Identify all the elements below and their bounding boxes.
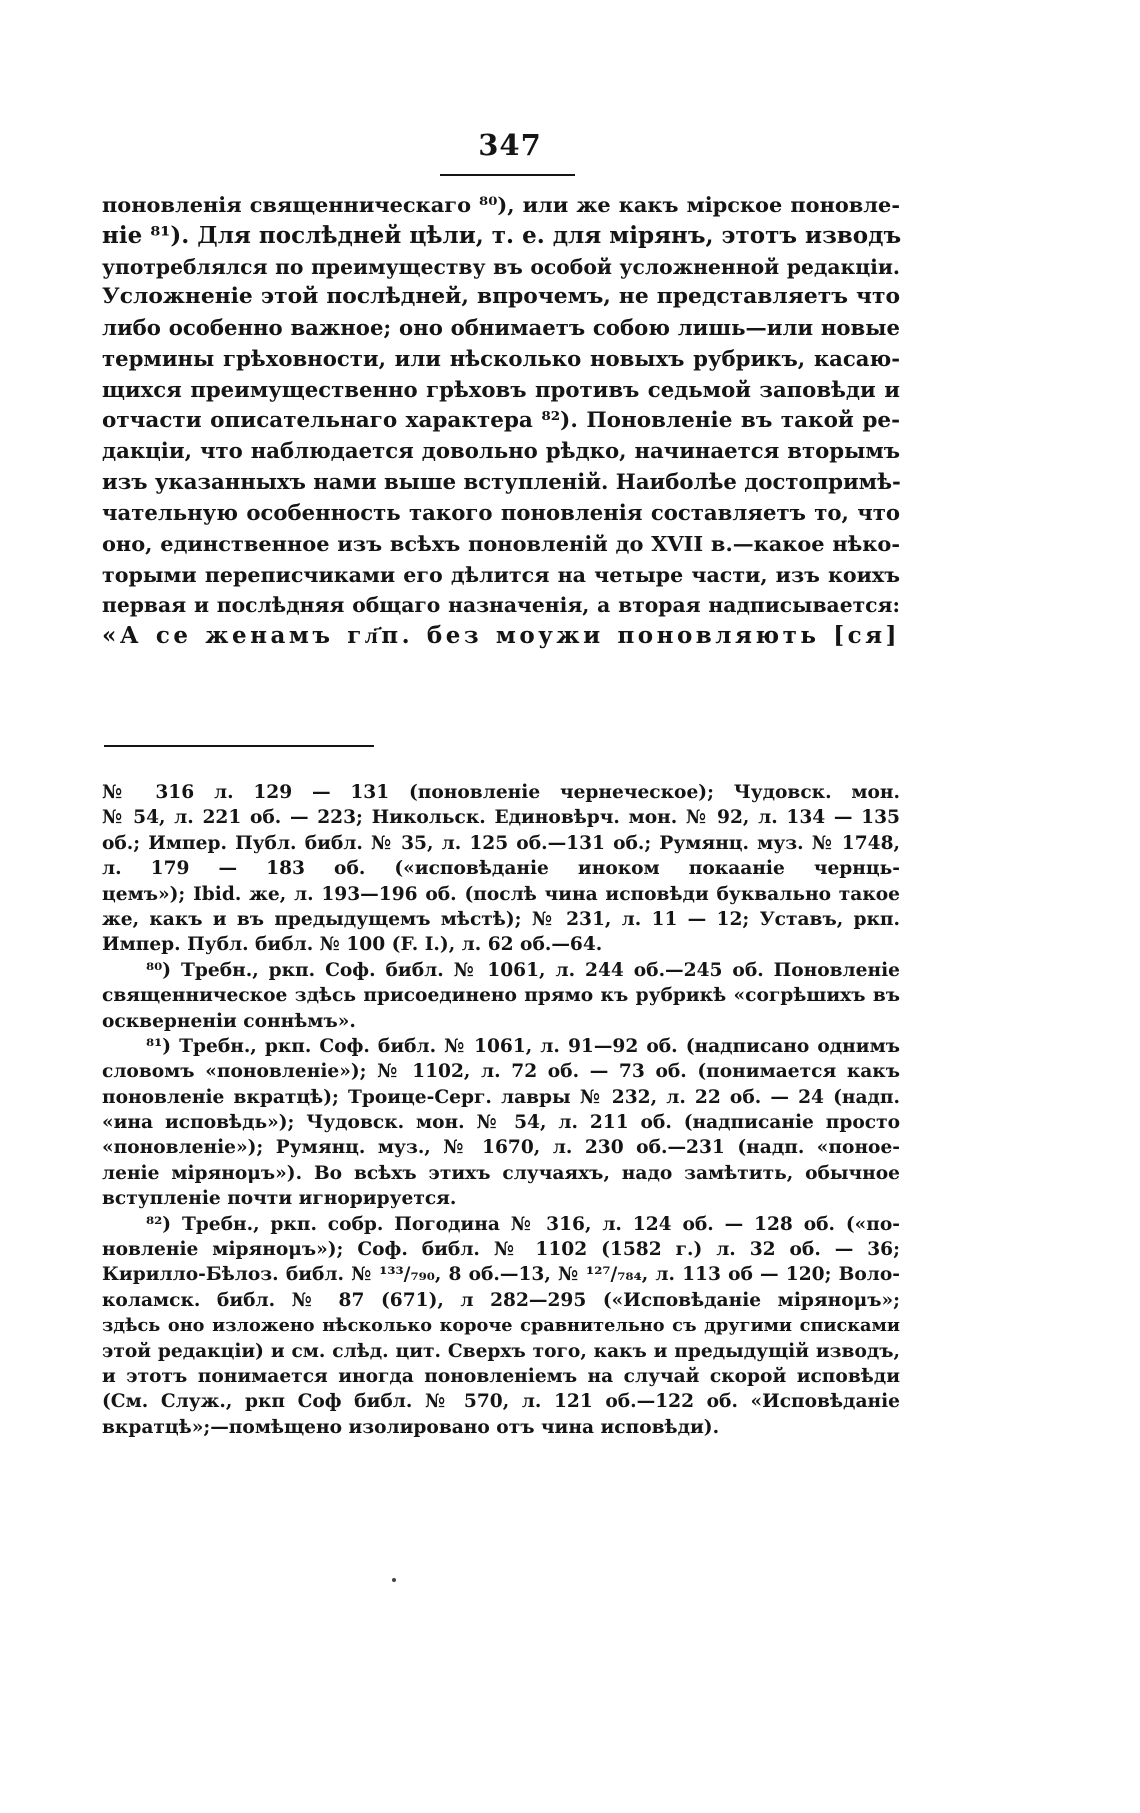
- main-text-line: торыми переписчиками его дѣлится на четыре части, изъ коихъ: [102, 562, 900, 587]
- footnote-82-line: ⁸²) Требн., ркп. собр. Погодина № 316, л. 124 об. — 128 об. («по-: [146, 1213, 900, 1235]
- main-text-line: чательную особенность такого поновленія составляетъ то, что: [102, 499, 900, 525]
- main-text-line: дакціи, что наблюдается довольно рѣдко, начинается вторымъ: [102, 438, 900, 464]
- main-text-line: поновленія священническаго ⁸⁰), или же какъ мірское поновле-: [102, 192, 900, 217]
- main-text-line: ніе ⁸¹). Для послѣдней цѣли, т. е. для мірянъ, этотъ изводъ: [102, 221, 902, 249]
- main-text-line: употреблялся по преимуществу въ особой усложненной редакціи.: [102, 254, 900, 279]
- main-text-line: первая и послѣдняя общаго назначенія, а вторая надписывается:: [102, 593, 900, 618]
- footnote-80-line: священническое здѣсь присоединено прямо къ рубрикѣ «согрѣшихъ въ: [102, 985, 900, 1007]
- footnote-82-line: этой редакціи) и см. слѣд. цит. Сверхъ того, какъ и предыдущій изводъ,: [102, 1340, 900, 1362]
- footnote-line: же, какъ и въ предыдущемъ мѣстѣ); № 231, л. 11 — 12; Уставъ, ркп.: [102, 908, 900, 930]
- main-text-block: [102, 190, 900, 652]
- footnote-82-line: Кирилло-Бѣлоз. библ. № ¹³³/₇₉₀, 8 об.—13, № ¹²⁷/₇₈₄, л. 113 об — 120; Воло-: [102, 1264, 900, 1286]
- footnote-line: об.; Импер. Публ. библ. № 35, л. 125 об.—131 об.; Румянц. муз. № 1748,: [102, 832, 900, 854]
- footnote-81-line: поновленіе вкратцѣ); Троице-Серг. лавры № 232, л. 22 об. — 24 (надп.: [102, 1086, 900, 1108]
- footnote-81-line: ⁸¹) Требн., ркп. Соф. библ. № 1061, л. 91—92 об. (надписано однимъ: [146, 1035, 900, 1057]
- footnote-81-line: словомъ «поновленіе»); № 1102, л. 72 об. — 73 об. (понимается какъ: [102, 1061, 900, 1083]
- footnote-80-line: оскверненіи соннѣмъ».: [102, 1010, 356, 1032]
- footnote-81-line: «поновленіе»); Румянц. муз., № 1670, л. 230 об.—231 (надп. «поное-: [102, 1137, 900, 1159]
- footnote-82-line: новленіе мірянομъ»); Соф. библ. № 1102 (1582 г.) л. 32 об. — 36;: [102, 1239, 900, 1261]
- main-text-line: отчасти описательнаго характера ⁸²). Поновленіе въ такой ре-: [102, 407, 900, 433]
- main-text-line: либо особенно важное; оно обнимаетъ собою лишь—или новые: [102, 315, 900, 341]
- footnote-80-line: ⁸⁰) Требн., ркп. Соф. библ. № 1061, л. 244 об.—245 об. Поновленіе: [146, 959, 900, 981]
- footnote-82-line: вкратцѣ»;—помѣщено изолировано отъ чина исповѣди).: [102, 1416, 720, 1438]
- footnote-line: л. 179 — 183 об. («исповѣданіе иноком покааніе чернць-: [102, 858, 900, 880]
- main-text-line: термины грѣховности, или нѣсколько новыхъ рубрикъ, касаю-: [102, 345, 900, 371]
- footnote-81-line: «ина исповѣдь»); Чудовск. мон. № 54, л. 211 об. (надписаніе просто: [102, 1112, 900, 1134]
- main-text-line-quotation: «А се женамъ гл҃п. без моужи поновляють [ся]: [102, 622, 900, 650]
- main-text-line: щихся преимущественно грѣховъ противъ седьмой заповѣди и: [102, 376, 900, 402]
- footnote-line: цемъ»); Ibid. же, л. 193—196 об. (послѣ чина исповѣди буквально такое: [102, 883, 900, 905]
- footnote-82-line: и этотъ понимается иногда поновленіемъ на случай скорой исповѣди: [102, 1365, 900, 1387]
- page-number-underline: [440, 174, 575, 176]
- footnote-line: № 54, л. 221 об. — 223; Никольск. Единовѣрч. мон. № 92, л. 134 — 135: [102, 807, 900, 829]
- main-text-line: Усложненіе этой послѣдней, впрочемъ, не представляетъ что: [102, 284, 900, 310]
- footnote-81-line: леніе мірянομъ»). Во всѣхъ этихъ случаяхъ, надо замѣтить, обычное: [102, 1162, 900, 1184]
- footnote-line: № 316 л. 129 — 131 (поновленіе чернеческое); Чудовск. мон.: [102, 782, 900, 803]
- print-speck: [392, 1578, 396, 1582]
- footnote-81-line: вступленіе почти игнорируется.: [102, 1188, 457, 1210]
- footnote-82-line: здѣсь оно изложено нѣсколько короче сравнительно съ другими списками: [102, 1315, 900, 1337]
- footnote-82-line: (См. Служ., ркп Соф библ. № 570, л. 121 об.—122 об. «Исповѣданіе: [102, 1391, 900, 1413]
- footnote-82-line: коламск. библ. № 87 (671), л 282—295 («Исповѣданіе мірянομъ»;: [102, 1289, 900, 1311]
- footnote-separator: [104, 745, 374, 747]
- main-text-line: изъ указанныхъ нами выше вступленій. Наиболѣе достопримѣ-: [102, 469, 901, 495]
- footnote-line: Импер. Публ. библ. № 100 (F. I.), л. 62 об.—64.: [102, 934, 603, 956]
- page-number: 347: [478, 128, 542, 162]
- main-text-line: оно, единственное изъ всѣхъ поновленій до XVII в.—какое нѣко-: [102, 530, 900, 556]
- footnotes-block: [102, 780, 900, 1440]
